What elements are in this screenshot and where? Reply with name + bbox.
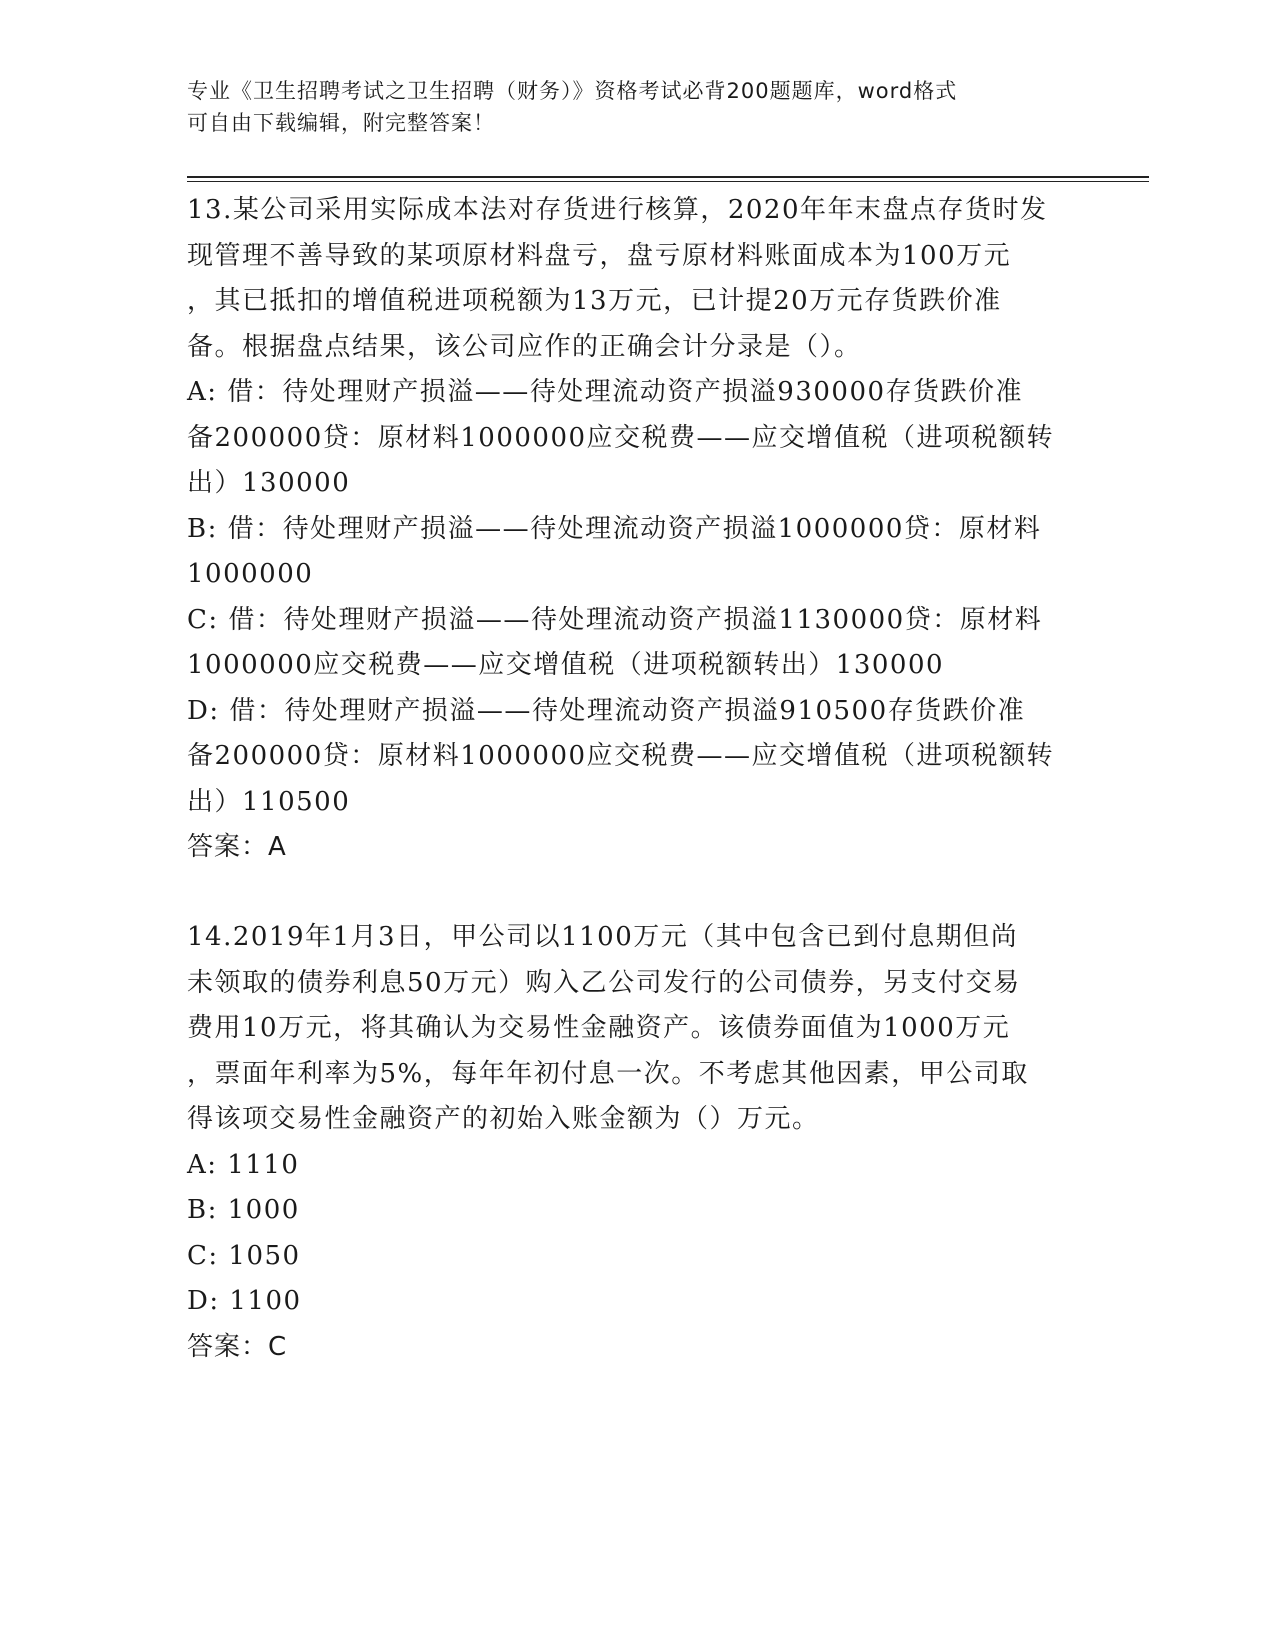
- option-d: [187, 689, 1087, 826]
- header-divider-thin: [187, 181, 1149, 182]
- question-13: [187, 188, 1087, 871]
- option-c: C: 1050: [187, 1240, 301, 1271]
- option-line: A: 借：待处理财产损溢——待处理流动资产损溢930000存货跌价准: [187, 377, 1024, 407]
- header-divider-thick: [187, 176, 1149, 178]
- option-line: 出）130000: [187, 468, 351, 498]
- option-line: 备200000贷：原材料1000000应交税费——应交增值税（进项税额转: [187, 741, 1055, 771]
- question-stem-line: 费用10万元，将其确认为交易性金融资产。该债券面值为1000万元: [187, 1013, 1011, 1043]
- answer-label: 答案：C: [187, 1331, 288, 1362]
- option-line: D: 借：待处理财产损溢——待处理流动资产损溢910500存货跌价准: [187, 695, 1026, 726]
- question-stem-line: 14.2019年1月3日，甲公司以1100万元（其中包含已到付息期但尚: [187, 922, 1019, 952]
- option-line: B: 借：待处理财产损溢——待处理流动资产损溢1000000贷：原材料: [187, 513, 1042, 544]
- question-stem-line: ，其已抵扣的增值税进项税额为13万元，已计提20万元存货跌价准: [187, 286, 1002, 316]
- header-line-2: 可自由下载编辑，附完整答案！: [187, 111, 495, 135]
- question-stem-line: 未领取的债券利息50万元）购入乙公司发行的公司债券，另支付交易: [187, 967, 1021, 998]
- option-a: [187, 370, 1087, 507]
- option-line: 备200000贷：原材料1000000应交税费——应交增值税（进项税额转: [187, 422, 1055, 453]
- question-stem-line: 13.某公司采用实际成本法对存货进行核算，2020年年末盘点存货时发: [187, 195, 1048, 225]
- option-b: [187, 507, 1087, 598]
- option-line: 1000000应交税费——应交增值税（进项税额转出）130000: [187, 650, 945, 680]
- question-stem-line: 得该项交易性金融资产的初始入账金额为（）万元。: [187, 1104, 820, 1134]
- question-stem-line: ，票面年利率为5%，每年年初付息一次。不考虑其他因素，甲公司取: [187, 1058, 1029, 1089]
- question-stem-line: 备。根据盘点结果，该公司应作的正确会计分录是（）。: [187, 331, 862, 362]
- question-14: [187, 915, 1087, 1370]
- option-line: C: 借：待处理财产损溢——待处理流动资产损溢1130000贷：原材料: [187, 604, 1043, 635]
- option-c: [187, 598, 1087, 689]
- option-b: B: 1000: [187, 1195, 300, 1225]
- option-a: A: 1110: [187, 1149, 300, 1180]
- option-d: D: 1100: [187, 1286, 302, 1316]
- answer-label: 答案：A: [187, 832, 287, 862]
- header-line-1: 专业《卫生招聘考试之卫生招聘（财务）》资格考试必背200题题库，word格式: [187, 79, 958, 103]
- document-header: [187, 75, 1087, 139]
- option-line: 出）110500: [187, 786, 351, 817]
- question-stem-line: 现管理不善导致的某项原材料盘亏，盘亏原材料账面成本为100万元: [187, 240, 1012, 271]
- option-line: 1000000: [187, 559, 314, 589]
